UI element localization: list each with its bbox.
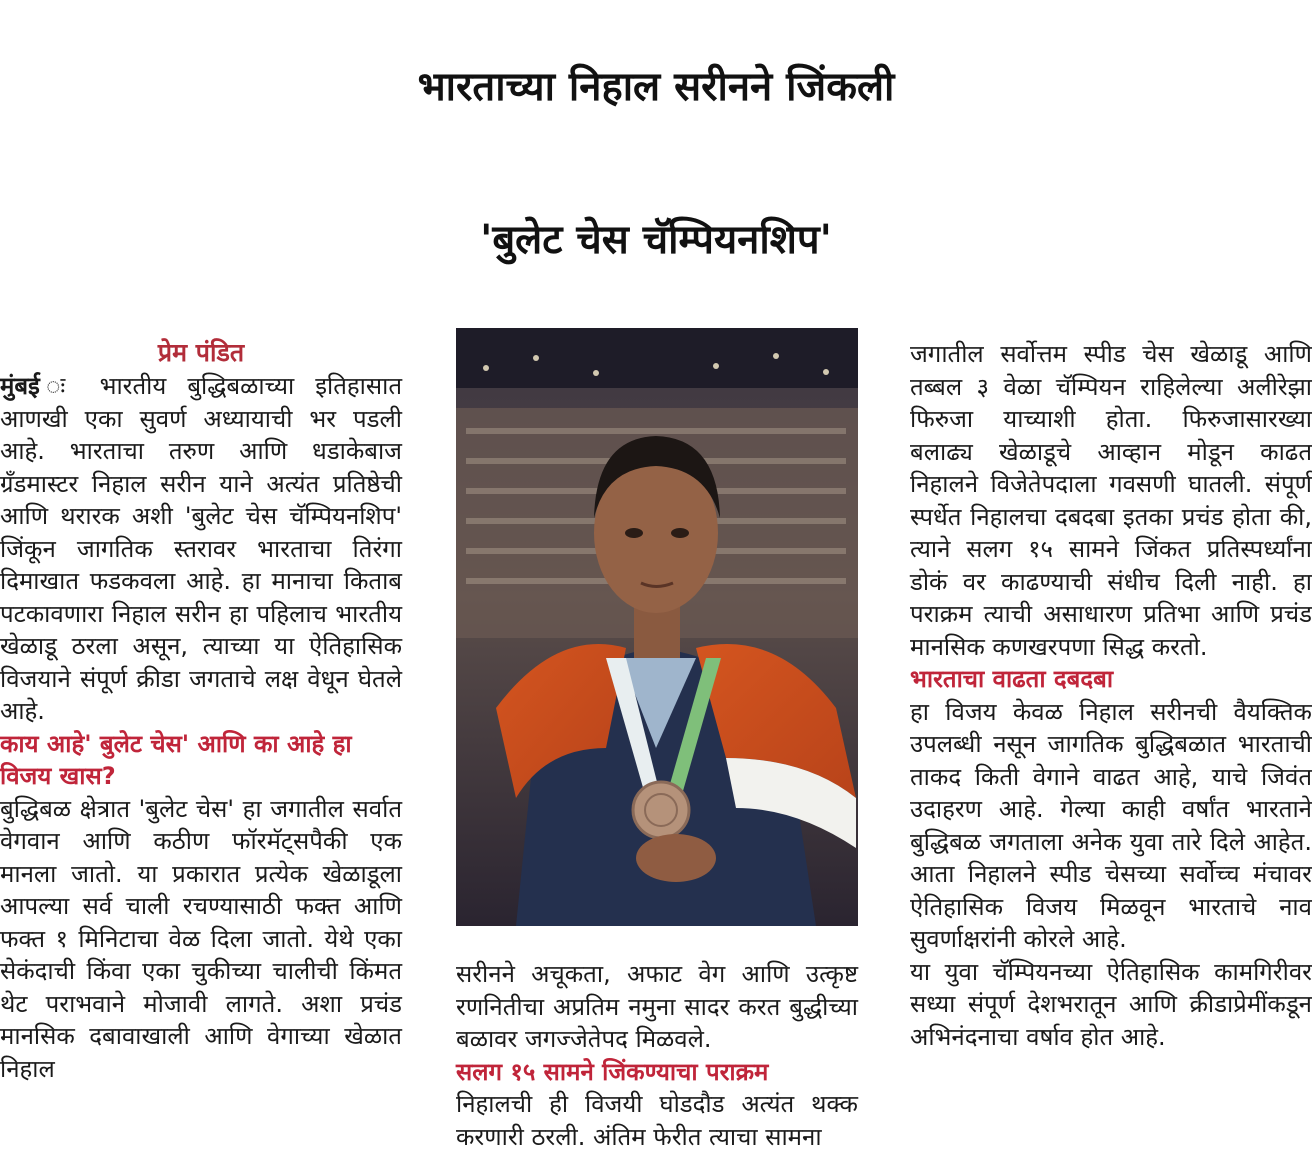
headline-line-1: भारताच्या निहाल सरीनने जिंकली: [417, 64, 895, 110]
byline: प्रेम पंडित: [157, 338, 245, 367]
section-heading-india-rise: भारताचा वाढता दबदबा: [910, 665, 1114, 693]
mid-paragraph: सरीनने अचूकता, अफाट वेग आणि उत्कृष्ट रणनितीचा अप्रतिम नमुना सादर करत बुद्धीच्या बळावर जगज्जेतेपद मिळवले.: [456, 960, 858, 1053]
right-column: [910, 338, 1312, 1053]
intro-paragraph: [0, 370, 402, 728]
dateline-place: मुंबई: [0, 372, 40, 400]
right-paragraph-3: या युवा चॅम्पियनच्या ऐतिहासिक कामगिरीवर सध्या संपूर्ण देशभरातून आणि क्रीडाप्रेमींकडून अभिनंदनाचा वर्षाव होत आहे.: [910, 957, 1312, 1051]
player-photo: [456, 328, 858, 926]
middle-column: [456, 958, 858, 1153]
left-column: [0, 336, 402, 1085]
section-heading-15-wins: सलग १५ सामने जिंकण्याचा पराक्रम: [456, 1057, 769, 1086]
section-heading-bullet-chess: काय आहे' बुलेट चेस' आणि का आहे हा विजय खास?: [0, 729, 352, 790]
intro-text: भारतीय बुद्धिबळाच्या इतिहासात आणखी एका सुवर्ण अध्यायाची भर पडली आहे. भारताचा तरुण आणि धडाकेबाज ग्रँडमास्टर निहाल सरीन याने अत्यंत प्रतिष्ठेची आणि थरारक अशी 'बुलेट चेस चॅम्पियनशिप' जिंकून जागतिक स्तरावर भारताचा तिरंगा दिमाखात फडकवला आहे. हा मानाचा किताब पटकावणारा निहाल सरीन हा पहिलाच भारतीय खेळाडू ठरला असून, त्याच्या या ऐतिहासिक विजयाने संपूर्ण क्रीडा जगताचे लक्ष वेधून घेतले आहे.: [0, 372, 402, 725]
right-paragraph-2: हा विजय केवळ निहाल सरीनची वैयक्तिक उपलब्धी नसून जागतिक बुद्धिबळात भारताची ताकद किती वेगाने वाढत आहे, याचे जिवंत उदाहरण आहे. गेल्या काही वर्षांत भारताने बुद्धिबळ जगताला अनेक युवा तारे दिले आहेत. आता निहालने स्पीड चेसच्या सर्वोच्च मंचावर ऐतिहासिक विजय मिळवून भारताचे नाव सुवर्णाक्षरांनी कोरले आहे.: [910, 697, 1312, 953]
dateline-separator: ः: [39, 372, 100, 400]
right-paragraph: जगातील सर्वोत्तम स्पीड चेस खेळाडू आणि तब्बल ३ वेळा चॅम्पियन राहिलेल्या अलीरेझा फिरुजा याच्याशी होता. फिरुजासारख्या बलाढ्य खेळाडूचे आव्हान मोडून काढत निहालने विजेतेपदाला गवसणी घातली. संपूर्ण स्पर्धेत निहालचा दबदबा इतका प्रचंड होता की, त्याने सलग १५ सामने जिंकत प्रतिस्पर्ध्यांना डोकं वर काढण्याची संधीच दिली नाही. हा पराक्रम त्याची असाधारण प्रतिभा आणि प्रचंड मानसिक कणखरपणा सिद्ध करतो.: [910, 340, 1312, 661]
section-body-bullet-chess: बुद्धिबळ क्षेत्रात 'बुलेट चेस' हा जगातील सर्वात वेगवान आणि कठीण फॉरमॅट्सपैकी एक मानला जातो. या प्रकारात प्रत्येक खेळाडूला आपल्या सर्व चाली रचण्यासाठी फक्त आणि फक्त १ मिनिटाचा वेळ दिला जातो. येथे एका सेकंदाची किंवा एका चुकीच्या चालीची किंमत थेट पराभवाने मोजावी लागते. अशा प्रचंड मानसिक दबावाखाली आणि वेगाच्या खेळात निहाल: [0, 794, 402, 1083]
mid-paragraph-2: निहालची ही विजयी घोडदौड अत्यंत थक्क करणारी ठरली. अंतिम फेरीत त्याचा सामना: [456, 1090, 858, 1151]
headline-line-2: 'बुलेट चेस चॅम्पियनशिप': [480, 217, 832, 263]
